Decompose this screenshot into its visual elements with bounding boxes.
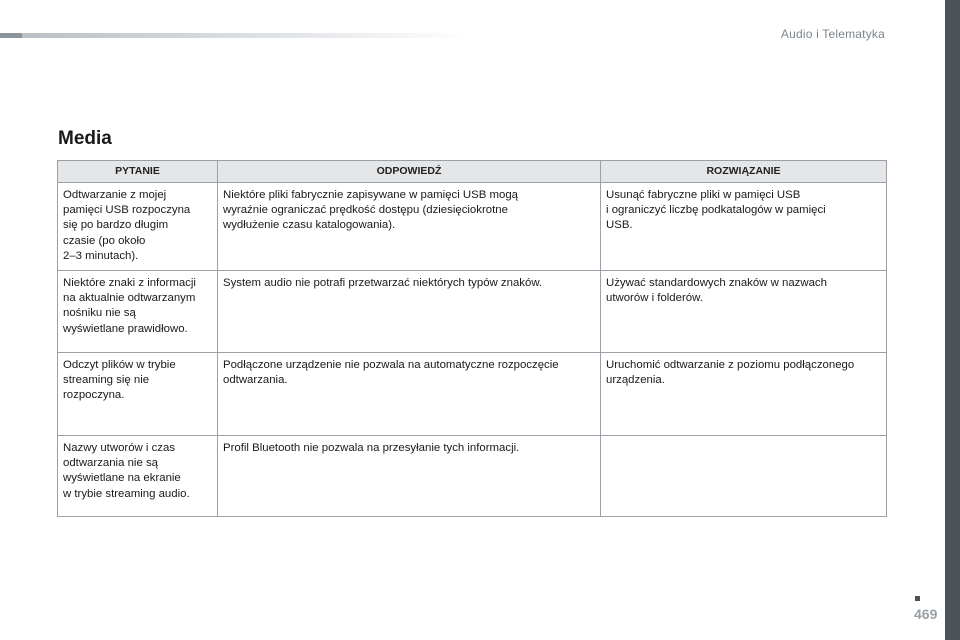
table-header-row	[58, 161, 887, 183]
column-header-question: PYTANIE	[58, 161, 218, 183]
answer-cell: Niektóre pliki fabrycznie zapisywane w pamięci USB mogą wyraźnie ograniczać prędkość dostępu (dziesięciokrotne wydłużenie czasu katalogowania).	[218, 183, 601, 271]
question-cell: Odtwarzanie z mojej pamięci USB rozpoczyna się po bardzo długim czasie (po około 2–3 minutach).	[58, 183, 218, 271]
table-row	[58, 271, 887, 353]
header-decoration-bar	[0, 33, 470, 38]
question-cell: Nazwy utworów i czas odtwarzania nie są wyświetlane na ekranie w trybie streaming audio.	[58, 436, 218, 517]
question-cell: Odczyt plików w trybie streaming się nie rozpoczyna.	[58, 353, 218, 436]
answer-cell: System audio nie potrafi przetwarzać niektórych typów znaków.	[218, 271, 601, 353]
solution-cell: Usunąć fabryczne pliki w pamięci USB i ograniczyć liczbę podkatalogów w pamięci USB.	[601, 183, 887, 271]
solution-cell: Uruchomić odtwarzanie z poziomu podłączonego urządzenia.	[601, 353, 887, 436]
table-row	[58, 436, 887, 517]
solution-cell	[601, 436, 887, 517]
page-number: 469	[914, 606, 938, 622]
media-troubleshooting-table	[57, 160, 887, 517]
column-header-solution: ROZWIĄZANIE	[601, 161, 887, 183]
column-header-answer: ODPOWIEDŹ	[218, 161, 601, 183]
section-label: Audio i Telematyka	[780, 27, 885, 41]
header-decoration-accent	[0, 33, 22, 38]
question-cell: Niektóre znaki z informacji na aktualnie odtwarzanym nośniku nie są wyświetlane prawidłowo.	[58, 271, 218, 353]
side-strip	[945, 0, 960, 640]
table-row	[58, 183, 887, 271]
answer-cell: Podłączone urządzenie nie pozwala na automatyczne rozpoczęcie odtwarzania.	[218, 353, 601, 436]
answer-cell: Profil Bluetooth nie pozwala na przesyłanie tych informacji.	[218, 436, 601, 517]
solution-cell: Używać standardowych znaków w nazwach utworów i folderów.	[601, 271, 887, 353]
page-title: Media	[58, 128, 112, 149]
table-row	[58, 353, 887, 436]
page-marker	[915, 596, 920, 601]
